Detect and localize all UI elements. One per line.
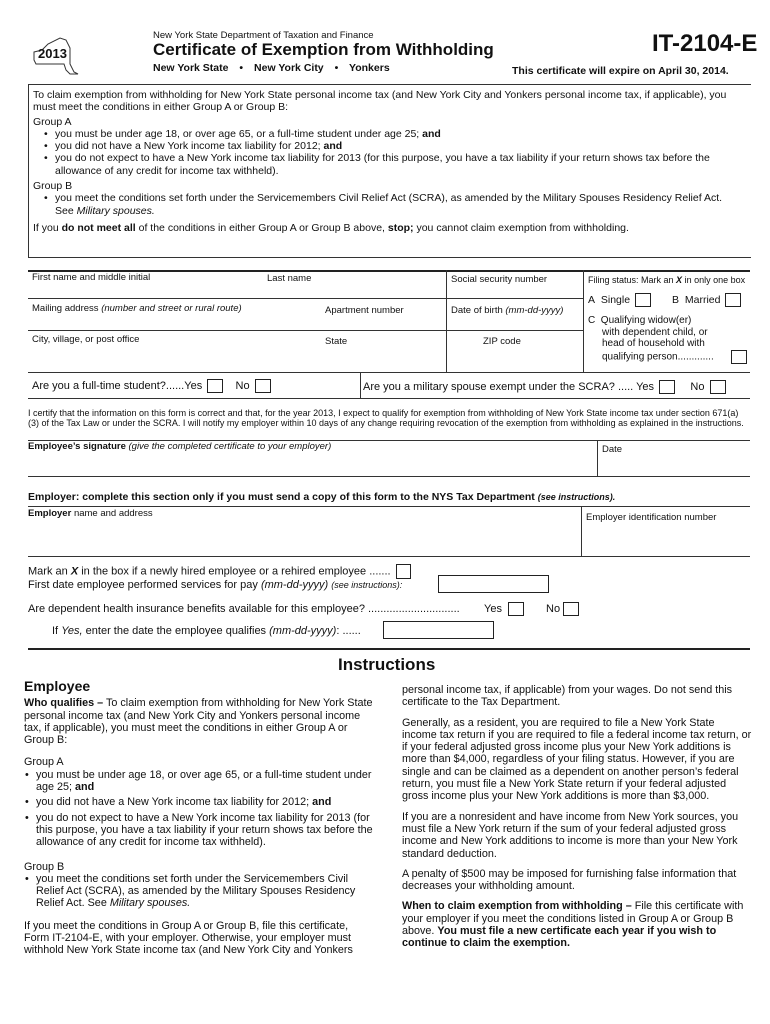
- employer-heading: Employer: complete this section only if you must send a copy of this form to the NYS Tax Department (see instructions).: [28, 491, 616, 503]
- married-checkbox[interactable]: [725, 293, 741, 307]
- signature-date-field[interactable]: Date: [602, 444, 623, 455]
- jurisdiction-nyc: New York City: [254, 62, 324, 74]
- state-logo: [30, 34, 80, 80]
- health-yes-label: Yes: [484, 603, 502, 615]
- student-no-checkbox[interactable]: [255, 379, 271, 393]
- new-hire-row: Mark an X in the box if a newly hired employee or a rehired employee .......: [28, 564, 411, 579]
- intro-stop-line: If you do not meet all of the conditions in either Group A or Group B above, stop; you cannot claim exemption from withholding.: [33, 221, 629, 234]
- health-yes-checkbox[interactable]: [508, 602, 524, 616]
- instr-when-to-claim: When to claim exemption from withholding – File this certificate with your employer if you meet the conditions listed in Group A or Group B above. You must file a new certificate each year if you wish to continue to claim the exemption.: [402, 900, 744, 950]
- department-name: New York State Department of Taxation and Finance: [153, 30, 374, 41]
- instructions-left-column: [24, 680, 374, 957]
- student-yes-checkbox[interactable]: [207, 379, 223, 393]
- instr-group-b-item: • you meet the conditions set forth under the Servicemembers Civil Relief Act (SCRA), as amended by the Military Spouses Residency Relief Act. See Military spouses.: [24, 873, 374, 910]
- mailing-address-field[interactable]: Mailing address (number and street or rural route): [32, 303, 242, 314]
- single-checkbox[interactable]: [635, 293, 651, 307]
- health-no-label: No: [546, 603, 561, 615]
- employee-heading: Employee: [24, 678, 91, 694]
- jurisdiction-yonkers: Yonkers: [349, 62, 390, 74]
- filing-status-single: A Single: [588, 293, 651, 307]
- qualify-date-row: If Yes, enter the date the employee qualifies (mm-dd-yyyy): ......: [52, 625, 361, 637]
- instr-group-a-item: • you did not have a New York income tax liability for 2012; and: [24, 796, 374, 808]
- instr-right-p3: If you are a nonresident and have income from New York sources, you must file a New York return if the sum of your federal adjusted gross income and New York additions to income is more than your New York standard deduction.: [402, 810, 739, 860]
- employer-id-number-field[interactable]: Employer identification number: [586, 512, 717, 523]
- filing-status-married: B Married: [672, 293, 741, 307]
- instr-group-a-list: [24, 769, 374, 849]
- qualify-date-input[interactable]: [383, 621, 494, 639]
- state-field[interactable]: State: [325, 336, 348, 347]
- military-spouse-question: Are you a military spouse exempt under the SCRA? ..... Yes No: [363, 380, 726, 394]
- instr-group-b-list: [24, 873, 374, 910]
- zip-code-field[interactable]: ZIP code: [483, 336, 521, 347]
- first-date-input[interactable]: [438, 575, 549, 593]
- first-name-field[interactable]: First name and middle initial: [32, 272, 151, 283]
- filing-status-label: Filing status: Mark an X in only one box: [588, 275, 746, 285]
- intro-group-b-list: [43, 192, 743, 217]
- form-year: 2013: [38, 46, 67, 61]
- intro-group-a-label: Group A: [33, 115, 72, 128]
- intro-group-b-item: • you meet the conditions set forth under the Servicemembers Civil Relief Act (SCRA), as amended by the Military Spouses Residency Relief Act. See Military spouses.: [43, 192, 743, 217]
- instructions-title: Instructions: [338, 655, 436, 674]
- instr-right-p2: Generally, as a resident, you are required to file a New York State income tax return if you are required to file a federal income tax return, or if your federal adjusted gross income plus your New York additions is more than $4,000, regardless of your filing status. However, if you are single and can be claimed as a dependent on another person’s federal return, you must file a New York State return if your federal adjusted gross income plus your New York additions is more than $3,000.: [402, 716, 752, 803]
- intro-group-a-item: • you do not expect to have a New York income tax liability for 2013 (for this purpose, you have a tax liability if your return shows tax before the allowance of any credit for income tax withheld).: [43, 152, 743, 177]
- instr-group-a-item: • you do not expect to have a New York income tax liability for 2013 (for this purpose, you have a tax liability if your return shows tax before the allowance of any credit for income tax withheld).: [24, 812, 374, 849]
- apartment-number-field[interactable]: Apartment number: [325, 305, 404, 316]
- new-hire-checkbox[interactable]: [396, 564, 411, 579]
- intro-paragraph: To claim exemption from withholding for New York State personal income tax (and New York City and Yonkers personal income tax, if applicable), you must meet the conditions in either Group A or Group B:: [33, 89, 727, 114]
- ssn-field[interactable]: Social security number: [451, 274, 548, 285]
- instr-group-a-item: • you must be under age 18, or over age 65, or a full-time student under age 25; and: [24, 769, 374, 794]
- health-benefits-row: Are dependent health insurance benefits available for this employee? ..............................: [28, 603, 460, 615]
- instructions-right-column: [402, 684, 752, 950]
- intro-group-a-item: • you did not have a New York income tax liability for 2012; and: [43, 140, 743, 152]
- form-number: IT-2104-E: [652, 30, 758, 57]
- military-no-checkbox[interactable]: [710, 380, 726, 394]
- health-no-checkbox[interactable]: [563, 602, 579, 616]
- last-name-field[interactable]: Last name: [267, 273, 312, 284]
- intro-group-a-item: • you must be under age 18, or over age 65, or a full-time student under age 25; and: [43, 128, 743, 140]
- instr-group-a-label: Group A: [24, 756, 64, 769]
- instr-group-b-label: Group B: [24, 860, 65, 873]
- jurisdictions: New York State • New York City • Yonkers: [153, 62, 390, 74]
- filing-status-qualifying: C Qualifying widow(er) with dependent child, or head of household with qualifying person.............: [588, 315, 747, 364]
- intro-text: [33, 89, 743, 234]
- intro-group-b-label: Group B: [33, 180, 73, 193]
- intro-group-a-list: [43, 128, 743, 177]
- instr-right-p4: A penalty of $500 may be imposed for furnishing false information that decreases your withholding amount.: [402, 867, 737, 893]
- who-qualifies: Who qualifies – To claim exemption from withholding for New York State personal income tax (and New York City and Yonkers personal income tax, if applicable), you must meet the conditions in either Group A or Group B:: [24, 697, 373, 747]
- city-field[interactable]: City, village, or post office: [32, 334, 140, 345]
- instr-left-final: If you meet the conditions in Group A or Group B, file this certificate, Form IT-2104-E, with your employer. Otherwise, your employer must withhold New York State income tax (and New York City and Yonkers: [24, 919, 353, 957]
- instr-right-p1: personal income tax, if applicable) from your wages. Do not send this certificate to the Tax Department.: [402, 684, 733, 709]
- date-of-birth-field[interactable]: Date of birth (mm-dd-yyyy): [451, 305, 564, 316]
- military-yes-checkbox[interactable]: [659, 380, 675, 394]
- expiry-notice: This certificate will expire on April 30, 2014.: [512, 65, 729, 77]
- first-date-row: First date employee performed services for pay (mm-dd-yyyy) (see instructions):: [28, 579, 403, 591]
- form-title: Certificate of Exemption from Withholding: [153, 40, 494, 59]
- full-time-student-question: Are you a full-time student?......Yes No: [32, 379, 271, 393]
- employee-signature-field[interactable]: Employee’s signature (give the completed certificate to your employer): [28, 441, 332, 452]
- jurisdiction-nys: New York State: [153, 62, 229, 74]
- certification-text: I certify that the information on this form is correct and that, for the year 2013, I expect to qualify for exemption from withholding of New York State income tax under section 671(a)(3) of the Tax Law or under the SCRA. I will notify my employer within 10 days of any change requiring revocation of the exemption from withholding as explained in the instructions.: [28, 408, 744, 429]
- qualifying-widow-checkbox[interactable]: [731, 350, 747, 364]
- employer-name-address-field[interactable]: Employer name and address: [28, 508, 153, 519]
